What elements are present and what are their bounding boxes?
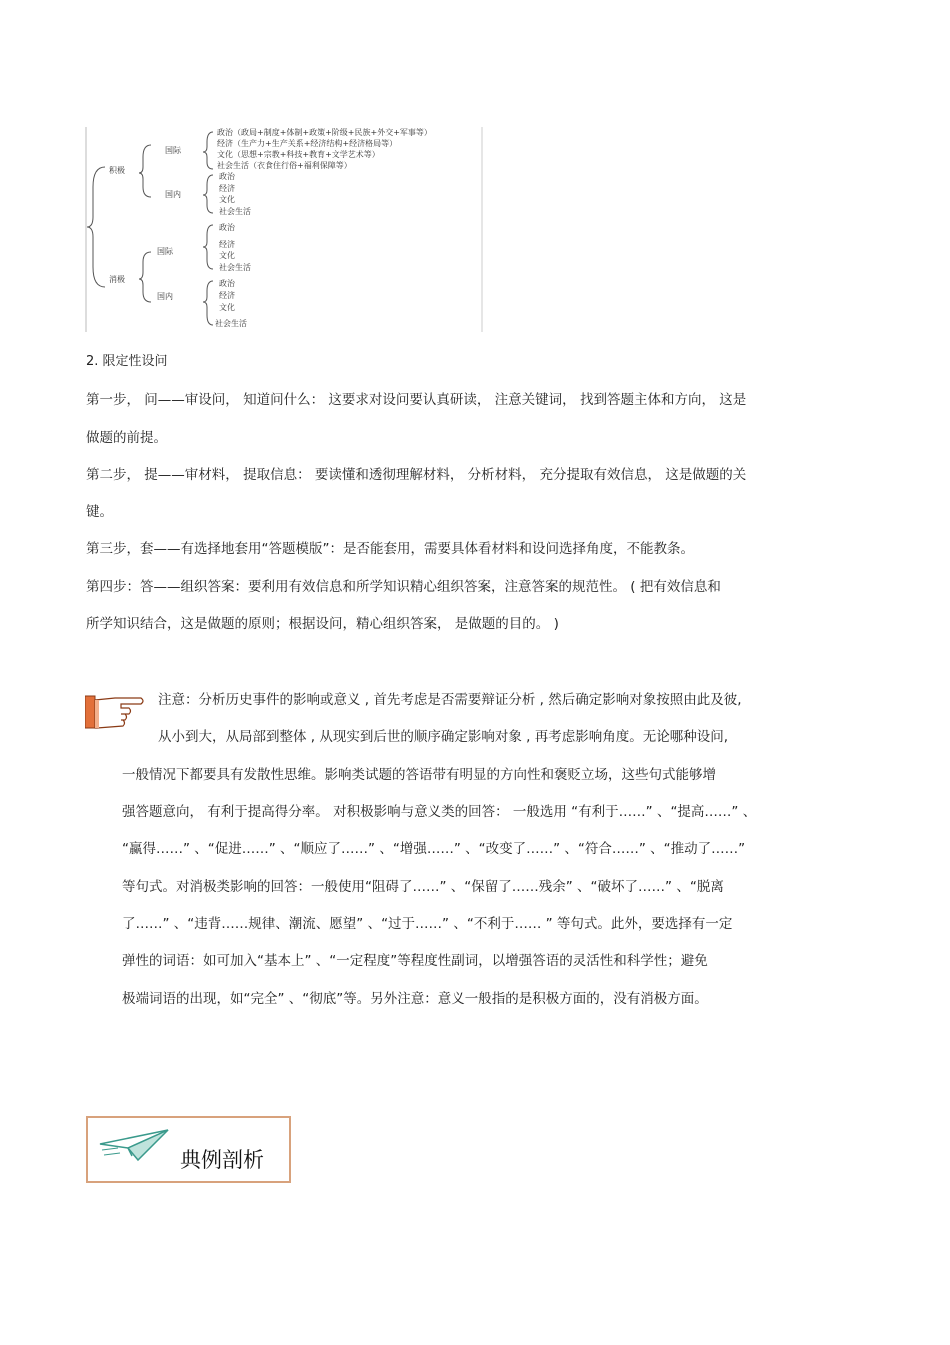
- neg-dom-item-2: 经济: [219, 291, 235, 300]
- step-line: 第四步：答——组织答案：要利用有效信息和所学知识精心组织答案，注意答案的规范性。 ( 把有效信息和: [86, 579, 721, 595]
- step-line: 第一步， 问——审设问， 知道问什么： 这要求对设问要认真研读， 注意关键词， 找到答题主体和方向， 这是: [86, 392, 747, 408]
- pointing-hand-icon: [85, 692, 145, 732]
- step-line: 键。: [86, 504, 113, 520]
- pos-dom-item-1: 政治: [219, 172, 235, 181]
- neg-intl-item-1: 政治: [219, 223, 235, 232]
- neg-dom-item-3: 文化: [219, 303, 235, 312]
- neg-intl-item-2: 经济: [219, 240, 235, 249]
- note-line: 一般情况下都要具有发散性思维。影响类试题的答语带有明显的方向性和褒贬立场，这些句式能够增: [122, 767, 716, 783]
- root-positive: 积极: [109, 166, 125, 175]
- neg-intl-label: 国际: [157, 247, 173, 256]
- pos-intl-label: 国际: [165, 146, 181, 155]
- pos-dom-label: 国内: [165, 190, 181, 199]
- note-line: 了……” 、“违背……规律、潮流、愿望” 、“过于……” 、“不利于…… ” 等句式。此外，要选择有一定: [122, 916, 733, 932]
- section-heading: 2. 限定性设问: [86, 354, 168, 369]
- pos-dom-item-4: 社会生活: [219, 207, 251, 216]
- example-analysis-banner: [86, 1116, 291, 1183]
- pos-intl-item-4: 社会生活（衣食住行俗+福利保障等）: [217, 161, 352, 170]
- neg-intl-item-4: 社会生活: [219, 263, 251, 272]
- neg-dom-item-1: 政治: [219, 279, 235, 288]
- step-line: 第三步，套——有选择地套用“答题模版”：是否能套用，需要具体看材料和设问选择角度，不能教条。: [86, 541, 694, 557]
- banner-title: 典例剖析: [180, 1148, 264, 1172]
- neg-dom-item-4: 社会生活: [215, 319, 247, 328]
- pos-dom-item-3: 文化: [219, 195, 235, 204]
- influence-tree-diagram: [85, 127, 483, 332]
- neg-intl-item-3: 文化: [219, 251, 235, 260]
- note-line: 等句式。对消极类影响的回答：一般使用“阻碍了……” 、“保留了……残余” 、“破坏了……” 、“脱离: [122, 879, 724, 895]
- pos-intl-item-3: 文化（思想+宗教+科技+教育+文学艺术等）: [217, 150, 380, 159]
- neg-dom-label: 国内: [157, 292, 173, 301]
- pos-intl-item-1: 政治（政局+制度+体制+政策+阶级+民族+外交+军事等）: [217, 128, 432, 137]
- note-line: 极端词语的出现，如“完全” 、“彻底”等。另外注意：意义一般指的是积极方面的，没有消极方面。: [122, 991, 708, 1007]
- paper-plane-icon: [98, 1126, 170, 1162]
- note-line: “赢得……” 、“促进……” 、“顺应了……” 、“增强……” 、“改变了……” 、“符合……” 、“推动了……”: [122, 841, 746, 857]
- pos-dom-item-2: 经济: [219, 184, 235, 193]
- note-line: 强答题意向， 有利于提高得分率。 对积极影响与意义类的回答： 一般选用 “有利于……” 、“提高……” 、: [122, 804, 757, 820]
- step-line: 第二步， 提——审材料， 提取信息： 要读懂和透彻理解材料， 分析材料， 充分提取有效信息， 这是做题的关: [86, 467, 747, 483]
- pos-intl-item-2: 经济（生产力+生产关系+经济结构+经济格局等）: [217, 139, 398, 148]
- step-line: 做题的前提。: [86, 430, 167, 446]
- root-negative: 消极: [109, 275, 125, 284]
- note-line: 弹性的词语：如可加入“基本上” 、“一定程度”等程度性副词，以增强答语的灵活性和科学性；避免: [122, 953, 708, 969]
- note-line: 注意：分析历史事件的影响或意义 , 首先考虑是否需要辩证分析 , 然后确定影响对象按照由此及彼,: [158, 692, 742, 708]
- note-line: 从小到大，从局部到整体 , 从现实到后世的顺序确定影响对象 , 再考虑影响角度。无论哪种设问,: [158, 729, 729, 745]
- step-line: 所学知识结合，这是做题的原则；根据设问，精心组织答案， 是做题的目的。 ): [86, 616, 559, 632]
